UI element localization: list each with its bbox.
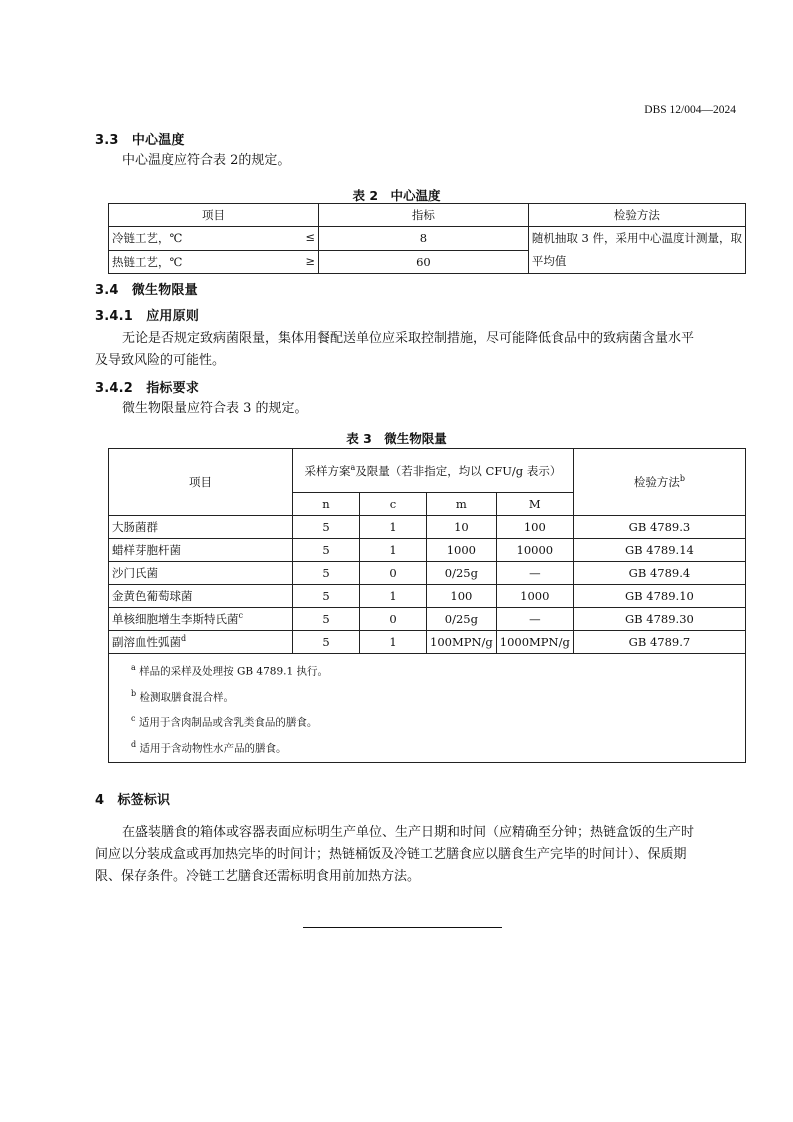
table-3-M: 1000 <box>496 585 573 608</box>
method-label: 检验方法 <box>633 475 680 489</box>
table-2-item: 热链工艺，℃ <box>112 254 183 269</box>
item-footnote-mark: d <box>181 634 187 644</box>
section-4-line1: 在盛装膳食的箱体或容器表面应标明生产单位、生产日期和时间（应精确至分钟；热链盒饭的生产时 <box>122 825 695 840</box>
section-3-4-2-text: 微生物限量应符合表 3 的规定。 <box>122 401 308 416</box>
table-2-operator: ≥ <box>305 253 315 268</box>
section-4-heading: 4 标签标识 <box>95 793 171 808</box>
table-3-n: 5 <box>293 608 360 631</box>
method-footnote-mark: b <box>679 474 685 484</box>
table-2-header-indicator: 指标 <box>318 204 528 227</box>
table-3-header-method <box>573 449 745 516</box>
table-3-item <box>109 516 293 539</box>
table-3-notes <box>109 654 746 763</box>
table-3-n: 5 <box>293 631 360 654</box>
note-mark: c <box>131 714 136 723</box>
table-2-header-method: 检验方法 <box>528 204 745 227</box>
table-3-note <box>131 734 745 760</box>
table-row <box>109 516 746 539</box>
section-4-line3: 限、保存条件。冷链工艺膳食还需标明食用前加热方法。 <box>95 869 421 884</box>
table-3-c: 1 <box>360 585 427 608</box>
table-2-header-item: 项目 <box>109 204 319 227</box>
table-row <box>109 631 746 654</box>
table-row <box>109 608 746 631</box>
table-3 <box>108 448 746 763</box>
item-label: 单核细胞增生李斯特氏菌 <box>112 612 239 626</box>
table-3-item <box>109 608 293 631</box>
table-3-note <box>131 657 745 683</box>
table-3-method: GB 4789.30 <box>573 608 745 631</box>
note-mark: a <box>131 663 136 672</box>
note-mark: b <box>131 688 137 698</box>
table-3-item <box>109 585 293 608</box>
section-3-3-text: 中心温度应符合表 2的规定。 <box>122 153 291 168</box>
note-text: 适用于含肉制品或含乳类食品的膳食。 <box>138 716 318 729</box>
table-3-m: 10 <box>427 516 497 539</box>
table-2-method-line1: 随机抽取 3 件，采用中心温度计测量，取 <box>531 231 742 245</box>
table-3-M: 100 <box>496 516 573 539</box>
note-mark: d <box>131 739 137 749</box>
table-row <box>109 562 746 585</box>
table-3-n: 5 <box>293 516 360 539</box>
item-label: 金黄色葡萄球菌 <box>112 589 193 603</box>
end-rule <box>303 927 502 928</box>
table-3-method: GB 4789.10 <box>573 585 745 608</box>
section-3-4-heading: 3.4 微生物限量 <box>95 283 198 298</box>
plan-footnote-mark: a <box>350 462 356 472</box>
table-2-value: 60 <box>318 250 528 274</box>
section-3-4-2-heading: 3.4.2 指标要求 <box>95 381 200 396</box>
table-3-M: — <box>496 608 573 631</box>
note-text: 样品的采样及处理按 GB 4789.1 执行。 <box>139 665 328 678</box>
table-3-method: GB 4789.14 <box>573 539 745 562</box>
table-row <box>109 539 746 562</box>
table-3-n: 5 <box>293 562 360 585</box>
table-3-note <box>131 708 745 734</box>
table-3-c: 0 <box>360 562 427 585</box>
table-3-sub-c: c <box>360 493 427 516</box>
document-number: DBS 12/004—2024 <box>644 104 736 116</box>
item-footnote-mark: c <box>238 611 243 621</box>
table-2-method-line2: 平均值 <box>531 254 567 268</box>
table-3-c: 0 <box>360 608 427 631</box>
item-label: 大肠菌群 <box>112 520 158 534</box>
section-4-line2: 间应以分装成盒或再加热完毕的时间计；热链桶饭及冷链工艺膳食应以膳食生产完毕的时间计）、保质期 <box>95 847 687 862</box>
table-3-method: GB 4789.4 <box>573 562 745 585</box>
table-row <box>109 585 746 608</box>
table-3-header-item: 项目 <box>109 449 293 516</box>
note-text: 适用于含动物性水产品的膳食。 <box>139 742 287 754</box>
table-3-c: 1 <box>360 516 427 539</box>
table-2-row-hot <box>109 250 319 274</box>
table-2-value: 8 <box>318 227 528 251</box>
table-2-method-cell <box>528 227 745 274</box>
table-2-operator: ≤ <box>305 230 315 245</box>
table-3-item <box>109 539 293 562</box>
section-3-4-1-line2: 及导致风险的可能性。 <box>95 353 226 368</box>
table-3-M: — <box>496 562 573 585</box>
table-3-m: 1000 <box>427 539 497 562</box>
note-text: 检测取膳食混合样。 <box>139 691 234 703</box>
table-3-c: 1 <box>360 631 427 654</box>
item-label: 沙门氏菌 <box>112 566 158 580</box>
table-3-caption: 表 3 微生物限量 <box>346 431 447 446</box>
table-3-sub-m: m <box>427 493 497 516</box>
table-2-item: 冷链工艺，℃ <box>112 231 183 246</box>
section-3-3-heading: 3.3 中心温度 <box>95 133 185 148</box>
table-3-m: 100MPN/g <box>427 631 497 654</box>
item-label: 副溶血性弧菌 <box>112 635 181 649</box>
table-2-caption: 表 2 中心温度 <box>352 188 441 203</box>
plan-label: 采样方案 <box>304 463 351 478</box>
table-3-n: 5 <box>293 539 360 562</box>
section-3-4-1-heading: 3.4.1 应用原则 <box>95 309 200 324</box>
table-2 <box>108 203 746 274</box>
table-3-note <box>131 683 745 709</box>
table-3-method: GB 4789.3 <box>573 516 745 539</box>
table-3-m: 0/25g <box>427 608 497 631</box>
table-3-sub-M: M <box>496 493 573 516</box>
plan-label-tail: 及限量（若非指定，均以 CFU/g 表示） <box>355 463 562 478</box>
table-3-M: 1000MPN/g <box>496 631 573 654</box>
table-2-row-cold <box>109 227 319 251</box>
table-3-item <box>109 562 293 585</box>
table-3-M: 10000 <box>496 539 573 562</box>
table-3-item <box>109 631 293 654</box>
table-3-m: 100 <box>427 585 497 608</box>
table-3-header-plan <box>293 449 574 493</box>
table-3-method: GB 4789.7 <box>573 631 745 654</box>
item-label: 蜡样芽胞杆菌 <box>112 543 181 557</box>
table-3-m: 0/25g <box>427 562 497 585</box>
table-3-n: 5 <box>293 585 360 608</box>
table-3-c: 1 <box>360 539 427 562</box>
table-3-sub-n: n <box>293 493 360 516</box>
section-3-4-1-line1: 无论是否规定致病菌限量，集体用餐配送单位应采取控制措施，尽可能降低食品中的致病菌含量水平 <box>122 331 695 346</box>
